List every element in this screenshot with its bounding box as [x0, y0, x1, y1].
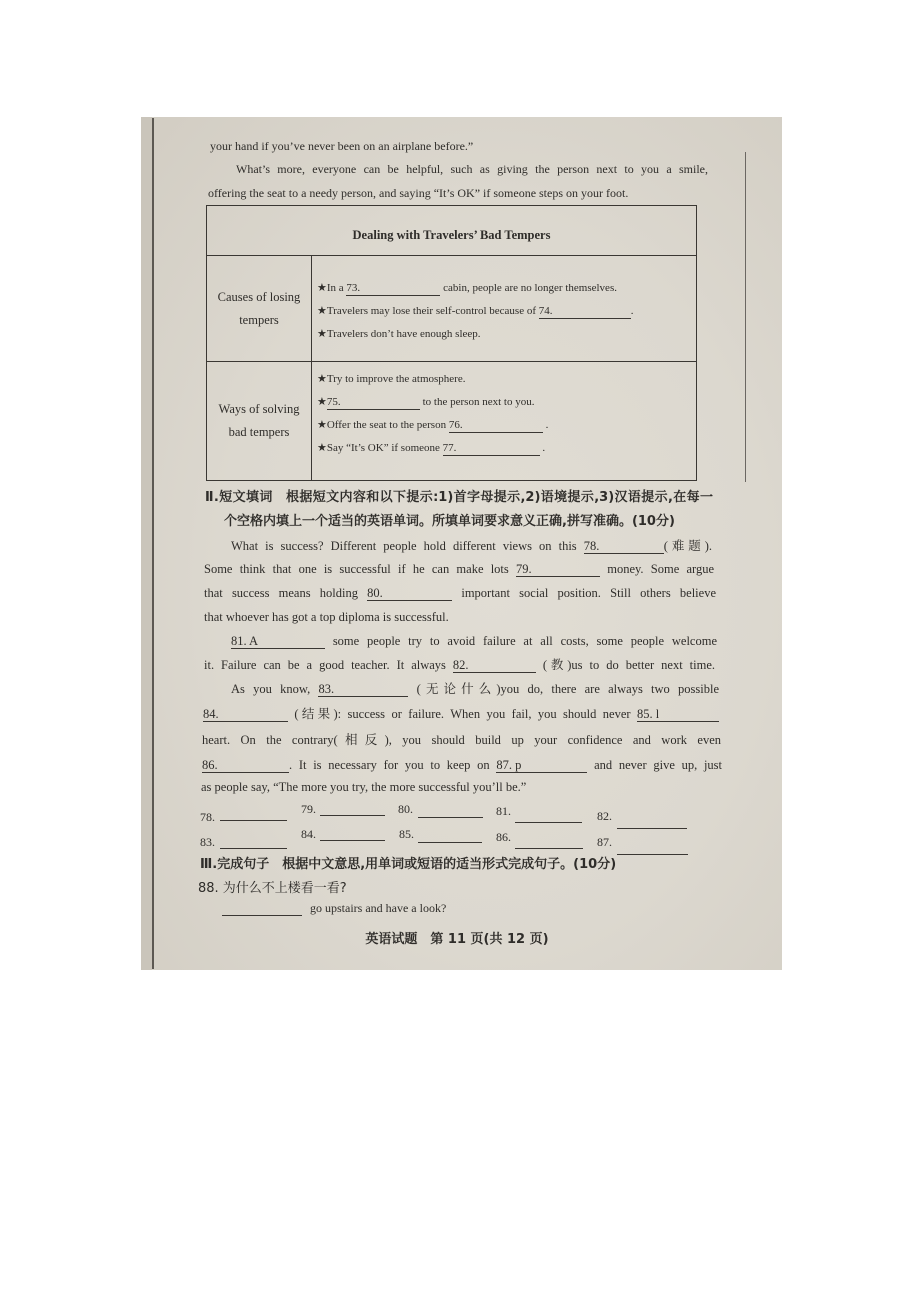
answer-number: 79. [301, 802, 316, 816]
table-item [317, 371, 465, 387]
answer-slot [301, 825, 385, 842]
answer-slot [399, 825, 482, 842]
blank-83: 83. [318, 683, 408, 697]
passage-line [201, 779, 526, 795]
blank-76: 76. [449, 419, 543, 433]
passage-text: that whoever has got a top diploma is successful. [204, 610, 449, 624]
answer-number: 87. [597, 835, 612, 849]
tempers-table [206, 205, 697, 481]
passage-text: As you know, [231, 682, 319, 696]
answer-blank [222, 903, 302, 916]
passage-text: (教)us to do better next time. [535, 658, 715, 672]
passage-line [204, 609, 449, 625]
answer-number: 83. [200, 835, 215, 849]
passage-text: that success means holding [204, 586, 368, 600]
answer-blank [320, 828, 385, 841]
passage-text: (结果): success or failure. When you fail, you should never [288, 707, 637, 721]
passage-line [204, 585, 716, 601]
question-88-answer [222, 899, 446, 916]
blank-77: 77. [443, 442, 540, 456]
answer-number: 78. [200, 810, 215, 824]
item-text: ★Say “It’s OK” if someone [317, 442, 443, 454]
page-footer: 英语试题 第 11 页(共 12 页) [365, 932, 549, 947]
passage-line [202, 732, 721, 748]
section-2-heading: 个空格内填上一个适当的英语单词。所填单词要求意义正确,拼写准确。(10分) [224, 514, 675, 529]
intro-line: your hand if you’ve never been on an airplane before.” [210, 139, 474, 153]
blank-82: 82. [453, 659, 536, 673]
table-item [317, 417, 548, 433]
answer-slot [200, 833, 287, 850]
passage-text: . It is necessary for you to keep on [289, 758, 497, 772]
passage-text: as people say, “The more you try, the more successful you’ll be.” [201, 780, 527, 794]
table-title: Dealing with Travelers’ Bad Tempers [352, 228, 551, 242]
answer-blank [418, 805, 483, 818]
blank-75: 75. [327, 396, 420, 410]
blank-80: 80. [367, 587, 452, 601]
answer-number: 84. [301, 827, 316, 841]
answer-slot [301, 800, 385, 817]
passage-line [231, 633, 717, 649]
question-88-prompt: 88. 为什么不上楼看一看? [198, 881, 347, 896]
passage-text: heart. On the contrary(相反), you should build up your confidence and work even [202, 733, 721, 747]
table-item [317, 280, 617, 296]
blank-78: 78. [584, 540, 664, 554]
passage-text: and never give up, just [587, 758, 722, 772]
passage-line [231, 538, 712, 554]
answer-blank [320, 803, 385, 816]
answer-blank [617, 842, 688, 855]
passage-text: What is success? Different people hold different views on this [231, 539, 584, 553]
item-text: ★Try to improve the atmosphere. [317, 373, 466, 385]
table-divider [207, 255, 696, 256]
answer-blank [515, 836, 583, 849]
answer-slot [597, 833, 688, 850]
table-item [317, 303, 634, 319]
blank-85: 85. l [637, 708, 719, 722]
blank-73: 73. [346, 282, 440, 296]
answer-blank [220, 836, 287, 849]
passage-text: important social position. Still others believe [452, 586, 716, 600]
item-text: ★Travelers don’t have enough sleep. [317, 328, 481, 340]
intro-line: What’s more, everyone can be helpful, such as giving the person next to you a smile, [236, 162, 708, 176]
answer-number: 81. [496, 804, 511, 818]
table-item [317, 440, 545, 456]
blank-87: 87. p [496, 759, 587, 773]
blank-79: 79. [516, 563, 600, 577]
answer-blank [515, 810, 582, 823]
row-label-causes: Causes of losing tempers [217, 290, 301, 327]
answer-slot [496, 802, 582, 819]
item-text: cabin, people are no longer themselves. [440, 282, 617, 294]
section-3-heading: Ⅲ.完成句子 根据中文意思,用单词或短语的适当形式完成句子。(10分) [200, 857, 617, 872]
section-2-heading: Ⅱ.短文填词 根据短文内容和以下提示:1)首字母提示,2)语境提示,3)汉语提示,在每一 [205, 490, 713, 505]
table-item [317, 326, 481, 342]
question-88-text: go upstairs and have a look? [310, 901, 447, 915]
table-divider [207, 361, 696, 362]
passage-text: (无论什么)you do, there are always two possible [408, 682, 719, 696]
passage-line [204, 657, 715, 673]
answer-blank [220, 808, 287, 821]
answer-number: 80. [398, 802, 413, 816]
passage-text: some people try to avoid failure at all costs, some people welcome [325, 634, 717, 648]
answer-number: 85. [399, 827, 414, 841]
passage-line [204, 561, 714, 577]
answer-number: 86. [496, 830, 511, 844]
item-text: ★In a [317, 282, 347, 294]
answer-slot [200, 808, 287, 825]
item-text: . [630, 305, 634, 317]
answer-slot [496, 828, 583, 845]
table-item [317, 394, 534, 410]
table-column-divider [311, 255, 312, 480]
answer-number: 82. [597, 809, 612, 823]
paper-right-border [745, 152, 746, 482]
passage-text: money. Some argue [600, 562, 714, 576]
item-text: ★ [317, 396, 327, 408]
item-text: to the person next to you. [419, 396, 535, 408]
passage-text: it. Failure can be a good teacher. It always [204, 658, 453, 672]
item-text: ★Travelers may lose their self-control because of [317, 305, 539, 317]
blank-81: 81. A [231, 635, 325, 649]
answer-blank [617, 816, 687, 829]
paper-left-edge [152, 118, 154, 969]
item-text: . [539, 442, 546, 454]
passage-text: Some think that one is successful if he can make lots [204, 562, 516, 576]
answer-blank [418, 830, 482, 843]
answer-slot [597, 807, 687, 824]
blank-84: 84. [203, 708, 288, 722]
passage-line [231, 681, 719, 697]
passage-line [203, 706, 719, 722]
item-text: . [542, 419, 549, 431]
item-text: ★Offer the seat to the person [317, 419, 449, 431]
intro-line: offering the seat to a needy person, and saying “It’s OK” if someone steps on your foot. [208, 186, 629, 200]
blank-74: 74. [539, 305, 631, 319]
blank-86: 86. [202, 759, 289, 773]
row-label-ways: Ways of solving bad tempers [218, 402, 300, 439]
answer-slot [398, 800, 483, 817]
passage-line [202, 757, 722, 773]
photo-left-margin [141, 117, 152, 970]
passage-text: (难题). [663, 539, 713, 553]
